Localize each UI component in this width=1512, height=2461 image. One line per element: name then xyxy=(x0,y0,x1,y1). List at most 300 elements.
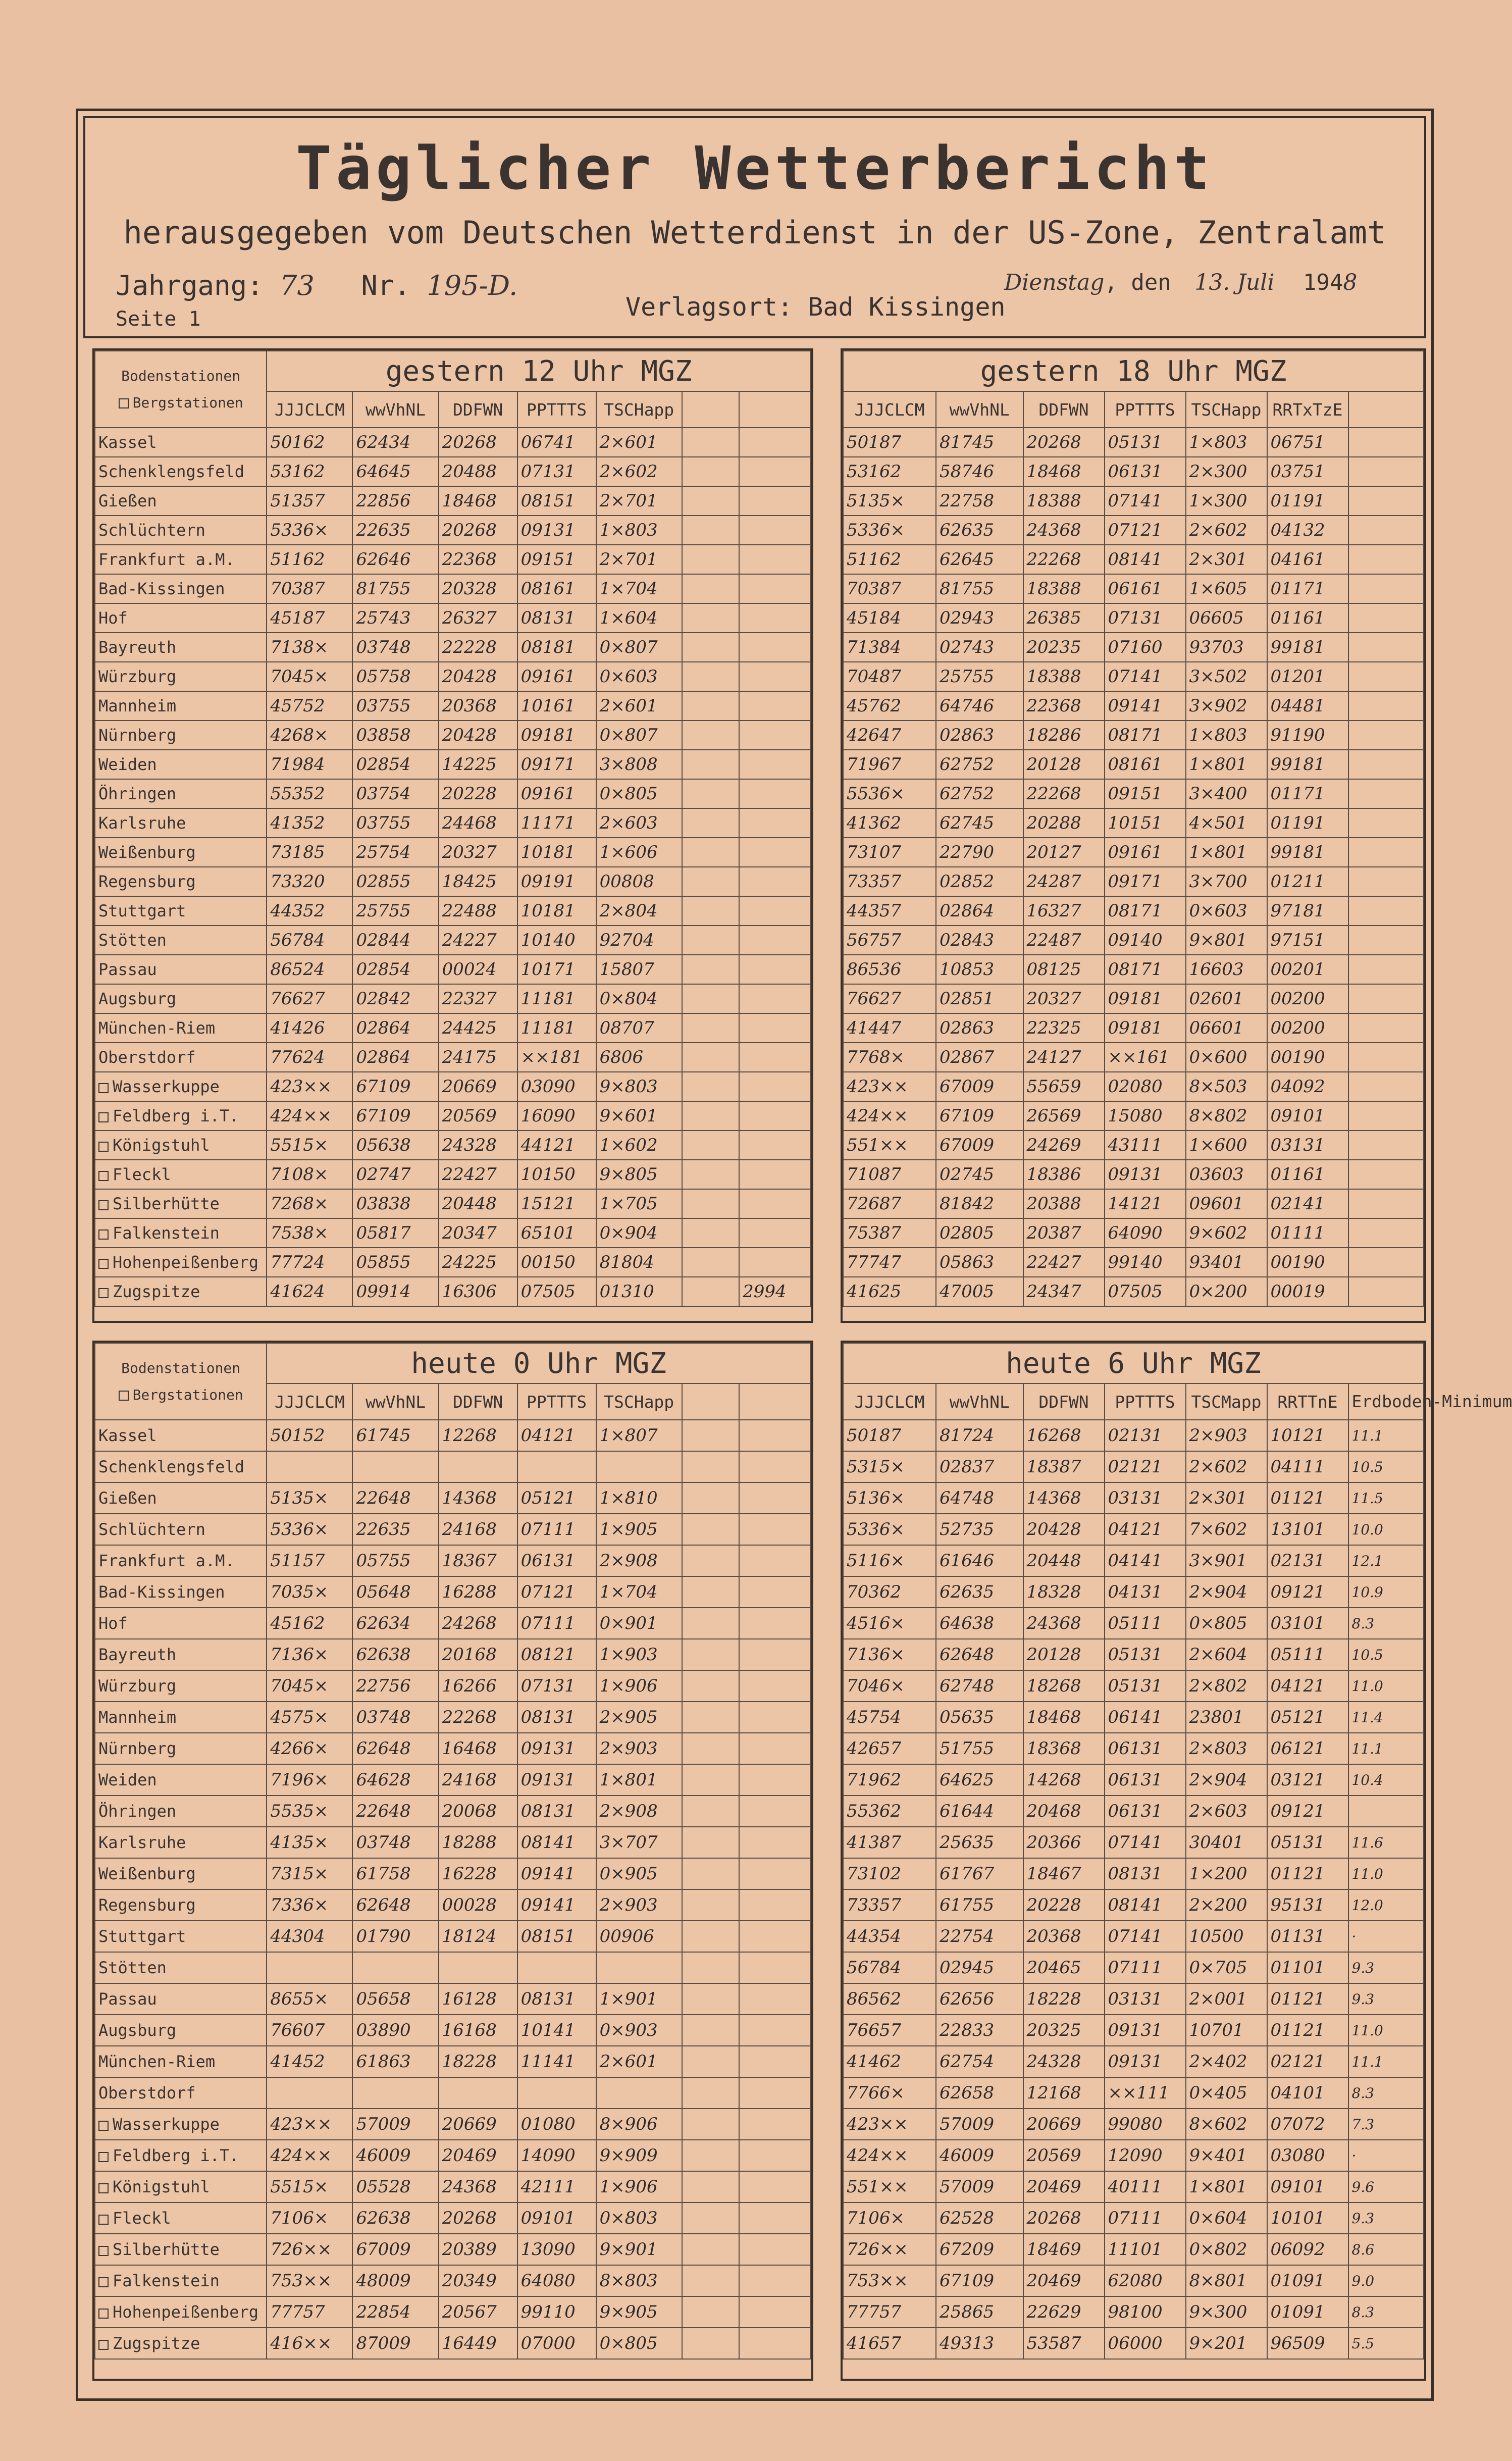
table-cell: 424×× xyxy=(267,1101,352,1131)
table-cell: 73102 xyxy=(843,1858,936,1889)
table-cell: 22833 xyxy=(936,2015,1023,2046)
table-cell: 4516× xyxy=(843,1608,936,1639)
table-row xyxy=(95,1248,811,1277)
column-header: TSCHapp xyxy=(1186,391,1267,428)
table-cell: 16090 xyxy=(517,1101,596,1131)
table-cell: 2×603 xyxy=(596,808,682,838)
table-cell: 07141 xyxy=(1105,1921,1186,1952)
table-cell xyxy=(682,2140,739,2171)
station-label: Hohenpeißenberg xyxy=(113,1253,258,1272)
table-cell: 1×704 xyxy=(596,574,682,603)
table-cell: 10.5 xyxy=(1348,1639,1424,1670)
table-cell xyxy=(682,2109,739,2140)
station-name xyxy=(95,1013,267,1043)
table-cell: 1×200 xyxy=(1186,1858,1267,1889)
table-row xyxy=(843,574,1424,603)
table-cell xyxy=(1348,808,1424,838)
table-row xyxy=(95,2202,811,2234)
station-name xyxy=(95,1189,267,1218)
station-name xyxy=(95,1733,267,1764)
table-cell xyxy=(682,2328,739,2359)
table-cell: 4135× xyxy=(267,1827,352,1858)
table-cell: 43111 xyxy=(1105,1131,1186,1160)
column-header: wwVhNL xyxy=(936,391,1023,428)
table-row xyxy=(95,1131,811,1160)
station-name xyxy=(95,867,267,896)
column-header xyxy=(739,391,811,428)
table-cell: 2×701 xyxy=(596,486,682,516)
station-name xyxy=(95,1043,267,1072)
table-cell: 24425 xyxy=(439,1013,517,1043)
table-cell: 20387 xyxy=(1023,1218,1105,1248)
table-cell: 02864 xyxy=(936,896,1023,926)
table-row xyxy=(95,603,811,633)
table-row xyxy=(95,750,811,779)
panel-gestern-12 xyxy=(92,348,813,1323)
table-cell: 08131 xyxy=(517,1702,596,1733)
column-header: PPTTTS xyxy=(517,1383,596,1420)
table-cell: 91190 xyxy=(1267,721,1348,750)
table-cell: 00019 xyxy=(1267,1277,1348,1306)
table-cell: 0×804 xyxy=(596,984,682,1013)
station-name xyxy=(95,2109,267,2140)
table-cell: 40111 xyxy=(1105,2171,1186,2202)
table-cell: 03754 xyxy=(352,779,438,808)
table-row xyxy=(843,2077,1424,2109)
station-type-legend xyxy=(95,351,267,428)
table-cell: 06121 xyxy=(1267,1733,1348,1764)
table-cell: 03755 xyxy=(352,691,438,721)
table-cell xyxy=(517,1952,596,1983)
station-name xyxy=(95,1796,267,1827)
column-header xyxy=(682,391,739,428)
table-cell: 20428 xyxy=(439,662,517,691)
table-cell xyxy=(739,896,811,926)
table-cell: 9.3 xyxy=(1348,1983,1424,2015)
table-cell: 3×400 xyxy=(1186,779,1267,808)
table-row xyxy=(843,2296,1424,2328)
table-cell xyxy=(682,1702,739,1733)
table-cell xyxy=(1348,926,1424,955)
table-cell xyxy=(739,1131,811,1160)
table-cell: 7046× xyxy=(843,1670,936,1702)
column-header: PPTTTS xyxy=(517,391,596,428)
table-cell: 61755 xyxy=(936,1889,1023,1921)
table-cell: 64090 xyxy=(1105,1218,1186,1248)
table-cell xyxy=(1348,867,1424,896)
table-cell: 73107 xyxy=(843,838,936,867)
station-label: Öhringen xyxy=(98,1802,177,1821)
table-cell: 5336× xyxy=(267,516,352,545)
table-cell: 16128 xyxy=(439,1983,517,2015)
table-cell: 2×804 xyxy=(596,896,682,926)
mountain-square-icon xyxy=(98,2340,109,2350)
table-row xyxy=(843,1482,1424,1514)
table-cell: 65101 xyxy=(517,1218,596,1248)
table-cell: 16468 xyxy=(439,1733,517,1764)
table-cell: 03751 xyxy=(1267,457,1348,486)
table-cell: 44352 xyxy=(267,896,352,926)
table-row xyxy=(843,1514,1424,1545)
table-cell: 2×903 xyxy=(596,1889,682,1921)
table-cell: 12090 xyxy=(1105,2140,1186,2171)
table-cell: 5.5 xyxy=(1348,2328,1424,2359)
table-cell: 8×803 xyxy=(596,2265,682,2296)
table-row xyxy=(95,1576,811,1608)
table-cell xyxy=(682,428,739,457)
table-cell xyxy=(739,2296,811,2328)
table-cell xyxy=(682,1608,739,1639)
bergstationen-text: Bergstationen xyxy=(132,394,243,411)
table-cell: 93401 xyxy=(1186,1248,1267,1277)
table-cell: 20168 xyxy=(439,1639,517,1670)
table-cell: 20366 xyxy=(1023,1827,1105,1858)
table-cell: 10101 xyxy=(1267,2202,1348,2234)
table-cell: 11101 xyxy=(1105,2234,1186,2265)
station-label: Hohenpeißenberg xyxy=(113,2302,258,2322)
table-cell: 00200 xyxy=(1267,984,1348,1013)
table-cell: 81745 xyxy=(936,428,1023,457)
panel-heute-6 xyxy=(841,1341,1512,2381)
table-row xyxy=(843,984,1424,1013)
table-row xyxy=(95,1189,811,1218)
table-cell: 53162 xyxy=(843,457,936,486)
table-cell: 18286 xyxy=(1023,721,1105,750)
station-name xyxy=(95,1101,267,1131)
table-cell: 4268× xyxy=(267,721,352,750)
table-cell: 1×605 xyxy=(1186,574,1267,603)
table-row xyxy=(95,486,811,516)
table-row xyxy=(843,926,1424,955)
table-cell xyxy=(739,574,811,603)
table-row xyxy=(843,721,1424,750)
table-cell: 08131 xyxy=(517,1796,596,1827)
mountain-square-icon xyxy=(98,1259,109,1269)
table-cell: 5135× xyxy=(267,1482,352,1514)
table-cell: 73320 xyxy=(267,867,352,896)
table-cell: 20368 xyxy=(1023,1921,1105,1952)
table-cell: 61758 xyxy=(352,1858,438,1889)
station-label: Regensburg xyxy=(98,872,196,891)
table-cell xyxy=(682,2265,739,2296)
table-cell xyxy=(739,2328,811,2359)
station-label: Fleckl xyxy=(113,1165,171,1184)
table-cell xyxy=(682,486,739,516)
table-cell: 07111 xyxy=(1105,1952,1186,1983)
table-cell: 20228 xyxy=(1023,1889,1105,1921)
table-cell: 08141 xyxy=(517,1827,596,1858)
station-label: Weiden xyxy=(98,1770,157,1789)
station-label: Karlsruhe xyxy=(98,813,186,833)
table-cell: 5315× xyxy=(843,1451,936,1482)
table-cell: 04121 xyxy=(517,1420,596,1451)
table-cell xyxy=(682,1733,739,1764)
table-cell: 7×602 xyxy=(1186,1514,1267,1545)
table-cell: 01121 xyxy=(1267,1858,1348,1889)
table-cell: 20428 xyxy=(439,721,517,750)
table-cell xyxy=(739,2171,811,2202)
station-label: Fleckl xyxy=(113,2209,171,2228)
table-row xyxy=(95,2109,811,2140)
table-cell: 0×705 xyxy=(1186,1952,1267,1983)
report-subtitle: herausgegeben vom Deutschen Wetterdienst in der US-Zone, Zentralamt xyxy=(123,214,1386,251)
table-cell: 0×901 xyxy=(596,1608,682,1639)
table-cell: 06751 xyxy=(1267,428,1348,457)
table-cell: 09140 xyxy=(1105,926,1186,955)
column-header: Erdboden-Minimum xyxy=(1348,1383,1424,1420)
table-cell: 05635 xyxy=(936,1702,1023,1733)
table-row xyxy=(95,1983,811,2015)
table-cell: 24175 xyxy=(439,1043,517,1072)
table-cell xyxy=(267,2077,352,2109)
table-row xyxy=(843,750,1424,779)
table-cell: 02080 xyxy=(1105,1072,1186,1101)
table-cell: 62752 xyxy=(936,779,1023,808)
table-cell: 9×602 xyxy=(1186,1218,1267,1248)
table-cell: 09131 xyxy=(517,516,596,545)
table-cell xyxy=(739,1858,811,1889)
table-cell: 1×606 xyxy=(596,838,682,867)
table-cell: 06131 xyxy=(1105,1796,1186,1827)
table-cell: 14225 xyxy=(439,750,517,779)
table-cell: 03890 xyxy=(352,2015,438,2046)
table-cell: 7108× xyxy=(267,1160,352,1189)
nr-label: Nr. xyxy=(361,270,410,301)
table-cell: 20469 xyxy=(1023,2265,1105,2296)
station-name xyxy=(95,1131,267,1160)
table-cell: ××181 xyxy=(517,1043,596,1072)
table-cell: 09181 xyxy=(1105,984,1186,1013)
table-cell xyxy=(739,1827,811,1858)
table-cell: 22754 xyxy=(936,1921,1023,1952)
table-cell: 09161 xyxy=(517,779,596,808)
weekday: Dienstag xyxy=(1004,270,1105,295)
station-label: Schenklengsfeld xyxy=(98,1457,244,1476)
station-label: Bayreuth xyxy=(98,1645,177,1664)
table-cell xyxy=(682,457,739,486)
table-cell: 14268 xyxy=(1023,1764,1105,1796)
table-row xyxy=(95,1160,811,1189)
table-cell: 22635 xyxy=(352,1514,438,1545)
table-cell: 71962 xyxy=(843,1764,936,1796)
table-cell: 24225 xyxy=(439,1248,517,1277)
bergstationen-label xyxy=(98,389,263,416)
table-cell: 1×810 xyxy=(596,1482,682,1514)
table-cell: · xyxy=(1348,2140,1424,2171)
table-cell: 20669 xyxy=(439,1072,517,1101)
table-cell xyxy=(596,1952,682,1983)
table-cell: 16266 xyxy=(439,1670,517,1702)
table-cell: 02863 xyxy=(936,1013,1023,1043)
table-cell: 50187 xyxy=(843,1420,936,1451)
panel-heute-0 xyxy=(92,1341,813,2381)
table-cell: · xyxy=(1348,1921,1424,1952)
table-cell: 18288 xyxy=(439,1827,517,1858)
station-label: Zugspitze xyxy=(113,2334,200,2353)
table-cell: 11181 xyxy=(517,1013,596,1043)
table-cell: 48009 xyxy=(352,2265,438,2296)
station-label: Falkenstein xyxy=(113,2271,220,2290)
table-cell: 18386 xyxy=(1023,1160,1105,1189)
table-cell: 12268 xyxy=(439,1420,517,1451)
table-cell: 18328 xyxy=(1023,1576,1105,1608)
table-cell: 0×600 xyxy=(1186,1043,1267,1072)
table-cell: 03748 xyxy=(352,1827,438,1858)
station-name xyxy=(95,603,267,633)
table-cell: 01101 xyxy=(1267,1952,1348,1983)
table-cell: 09121 xyxy=(1267,1796,1348,1827)
table-row xyxy=(843,2171,1424,2202)
table-cell: 70387 xyxy=(843,574,936,603)
table-cell: 5515× xyxy=(267,2171,352,2202)
table-cell: 09161 xyxy=(1105,838,1186,867)
table-row xyxy=(95,1072,811,1101)
table-cell: 7336× xyxy=(267,1889,352,1921)
table-row xyxy=(95,896,811,926)
table-cell: 2994 xyxy=(739,1277,811,1306)
station-label: Stötten xyxy=(98,1958,167,1977)
year-prefix: 194 xyxy=(1302,270,1343,295)
station-name xyxy=(95,1639,267,1670)
table-row xyxy=(95,1889,811,1921)
table-cell: 01191 xyxy=(1267,486,1348,516)
table-cell: 01310 xyxy=(596,1277,682,1306)
table-row xyxy=(95,1858,811,1889)
table-cell: 18367 xyxy=(439,1545,517,1576)
station-name xyxy=(95,2171,267,2202)
table-cell: ××161 xyxy=(1105,1043,1186,1072)
report-sheet xyxy=(76,109,1512,2401)
station-label: Passau xyxy=(98,1989,157,2009)
table-cell xyxy=(682,1514,739,1545)
p3-table xyxy=(94,1343,811,2360)
table-cell: 61644 xyxy=(936,1796,1023,1827)
table-cell xyxy=(1348,662,1424,691)
table-cell: 62752 xyxy=(936,750,1023,779)
table-cell: 09101 xyxy=(517,2202,596,2234)
table-cell: 08161 xyxy=(1105,750,1186,779)
table-cell: 18228 xyxy=(1023,1983,1105,2015)
table-cell: 73357 xyxy=(843,1889,936,1921)
table-cell: 12.1 xyxy=(1348,1545,1424,1576)
table-cell xyxy=(352,1451,438,1482)
station-name xyxy=(95,1576,267,1608)
table-cell: 09601 xyxy=(1186,1189,1267,1218)
table-cell: 22268 xyxy=(1023,545,1105,574)
station-name xyxy=(95,2296,267,2328)
table-cell: 05648 xyxy=(352,1576,438,1608)
table-cell: 22856 xyxy=(352,486,438,516)
table-cell: 64748 xyxy=(936,1482,1023,1514)
table-cell xyxy=(739,1608,811,1639)
table-cell xyxy=(1348,955,1424,984)
table-cell: 41362 xyxy=(843,808,936,838)
table-cell xyxy=(739,2265,811,2296)
table-cell xyxy=(739,750,811,779)
table-cell: 41624 xyxy=(267,1277,352,1306)
table-cell xyxy=(739,2077,811,2109)
table-cell: 01091 xyxy=(1267,2265,1348,2296)
table-cell: 99181 xyxy=(1267,838,1348,867)
table-cell: 25755 xyxy=(936,662,1023,691)
table-cell: 03121 xyxy=(1267,1764,1348,1796)
table-cell: 22756 xyxy=(352,1670,438,1702)
station-label: Silberhütte xyxy=(113,2240,220,2259)
table-cell: 01091 xyxy=(1267,2296,1348,2328)
table-cell: 15807 xyxy=(596,955,682,984)
table-cell: 81755 xyxy=(352,574,438,603)
table-cell: 09151 xyxy=(1105,779,1186,808)
mountain-square-icon xyxy=(98,2277,109,2287)
table-cell: 67209 xyxy=(936,2234,1023,2265)
table-cell: 55352 xyxy=(267,779,352,808)
table-cell: 1×602 xyxy=(596,1131,682,1160)
table-cell: 99181 xyxy=(1267,633,1348,662)
table-cell xyxy=(1348,984,1424,1013)
table-cell xyxy=(682,1451,739,1482)
station-name xyxy=(95,1827,267,1858)
table-cell xyxy=(739,2234,811,2265)
table-cell xyxy=(739,1248,811,1277)
table-cell xyxy=(682,691,739,721)
table-cell: 9.3 xyxy=(1348,1952,1424,1983)
table-cell: 11.1 xyxy=(1348,1420,1424,1451)
table-cell xyxy=(682,750,739,779)
station-name xyxy=(95,1545,267,1576)
station-type-legend xyxy=(95,1343,267,1420)
table-cell: 0×803 xyxy=(596,2202,682,2234)
station-name xyxy=(95,750,267,779)
table-cell: 11.1 xyxy=(1348,2046,1424,2077)
station-name xyxy=(95,1514,267,1545)
table-cell xyxy=(682,1827,739,1858)
table-cell: 9×803 xyxy=(596,1072,682,1101)
table-cell: 726×× xyxy=(843,2234,936,2265)
table-cell: 8.3 xyxy=(1348,2296,1424,2328)
table-cell xyxy=(739,1514,811,1545)
table-cell: 22325 xyxy=(1023,1013,1105,1043)
table-cell: 09131 xyxy=(1105,1160,1186,1189)
table-cell: 09131 xyxy=(1105,2046,1186,2077)
p2-caption: gestern 18 Uhr MGZ xyxy=(843,351,1424,391)
table-cell: 22487 xyxy=(1023,926,1105,955)
table-cell: 49313 xyxy=(936,2328,1023,2359)
station-name xyxy=(95,2077,267,2109)
table-cell: 00808 xyxy=(596,867,682,896)
station-name xyxy=(95,955,267,984)
table-row xyxy=(95,955,811,984)
table-cell: 01171 xyxy=(1267,574,1348,603)
table-cell: 45187 xyxy=(267,603,352,633)
table-cell: 02851 xyxy=(936,984,1023,1013)
table-row xyxy=(843,838,1424,867)
p3-caption: heute 0 Uhr MGZ xyxy=(267,1343,811,1383)
report-header xyxy=(83,116,1426,338)
table-cell: 76627 xyxy=(267,984,352,1013)
table-cell: 03748 xyxy=(352,633,438,662)
table-cell: 45184 xyxy=(843,603,936,633)
year-digit: 8 xyxy=(1343,270,1358,295)
table-cell xyxy=(1348,1189,1424,1218)
page-number: Seite 1 xyxy=(116,307,201,331)
table-cell: 05528 xyxy=(352,2171,438,2202)
table-cell: 71087 xyxy=(843,1160,936,1189)
table-cell: 22427 xyxy=(439,1160,517,1189)
station-name xyxy=(95,633,267,662)
table-cell: 22327 xyxy=(439,984,517,1013)
table-cell: 01121 xyxy=(1267,1482,1348,1514)
table-cell: 07111 xyxy=(1105,2202,1186,2234)
